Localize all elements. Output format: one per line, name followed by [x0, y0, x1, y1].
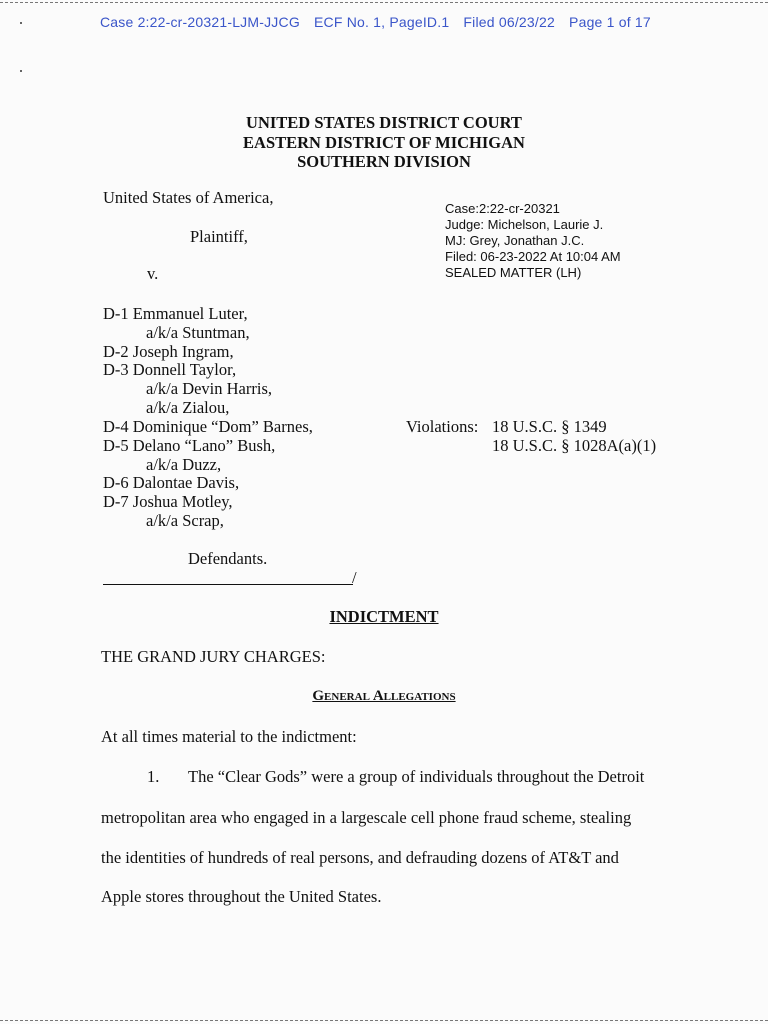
defendant-line: D-4 Dominique “Dom” Barnes, — [103, 417, 313, 436]
case-info-judge: Judge: Michelson, Laurie J. — [445, 217, 604, 232]
defendant-alias: a/k/a Stuntman, — [146, 323, 250, 342]
stamp-ecf-pageid: ECF No. 1, PageID.1 — [314, 14, 450, 30]
bottom-scan-border — [0, 1020, 768, 1021]
paragraph-line: The “Clear Gods” were a group of individuals throughout the Detroit — [188, 767, 645, 786]
defendant-line: D-2 Joseph Ingram, — [103, 342, 234, 361]
plaintiff-name: United States of America, — [103, 188, 274, 207]
defendants-role: Defendants. — [188, 549, 268, 568]
paragraph-line: Apple stores throughout the United States. — [101, 887, 382, 906]
case-info-magistrate: MJ: Grey, Jonathan J.C. — [445, 233, 585, 248]
defendant-line: D-7 Joshua Motley, — [103, 492, 233, 511]
paragraph-number: 1. — [147, 767, 160, 786]
defendant-line: D-1 Emmanuel Luter, — [103, 304, 248, 323]
violations-label: Violations: — [406, 417, 479, 436]
stamp-page-count: Page 1 of 17 — [569, 14, 651, 30]
case-info-number: Case:2:22-cr-20321 — [445, 201, 560, 216]
defendant-line: D-3 Donnell Taylor, — [103, 360, 237, 379]
paragraph-line: the identities of hundreds of real persons, and defrauding dozens of AT&T and — [101, 848, 619, 867]
case-info-sealed: SEALED MATTER (LH) — [445, 265, 582, 280]
plaintiff-role: Plaintiff, — [190, 227, 248, 246]
defendant-alias: a/k/a Devin Harris, — [146, 379, 272, 398]
defendant-line: D-5 Delano “Lano” Bush, — [103, 436, 276, 455]
caption-rule — [103, 584, 353, 585]
grand-jury-charges: THE GRAND JURY CHARGES: — [101, 647, 326, 666]
versus: v. — [147, 264, 159, 283]
stamp-filed-date: Filed 06/23/22 — [463, 14, 555, 30]
defendant-line: D-6 Dalontae Davis, — [103, 473, 240, 492]
defendant-alias: a/k/a Scrap, — [146, 511, 224, 530]
indictment-title: INDICTMENT — [329, 607, 439, 626]
court-name-line1: UNITED STATES DISTRICT COURT — [246, 113, 522, 132]
defendant-alias: a/k/a Duzz, — [146, 455, 222, 474]
violation-statute: 18 U.S.C. § 1349 — [492, 417, 607, 436]
ecf-header-stamp — [100, 14, 661, 30]
violation-statute: 18 U.S.C. § 1028A(a)(1) — [492, 436, 657, 455]
stamp-case-number: Case 2:22-cr-20321-LJM-JJCG — [100, 14, 300, 30]
top-scan-border — [0, 2, 768, 3]
defendant-alias: a/k/a Zialou, — [146, 398, 230, 417]
scan-speck — [20, 22, 22, 24]
court-name-line2: EASTERN DISTRICT OF MICHIGAN — [243, 133, 525, 152]
case-info-filed: Filed: 06-23-2022 At 10:04 AM — [445, 249, 621, 264]
court-name-line3: SOUTHERN DIVISION — [297, 152, 471, 171]
caption-slash: / — [352, 568, 357, 587]
section-heading: General Allegations — [312, 688, 456, 704]
paragraph-line: metropolitan area who engaged in a largescale cell phone fraud scheme, stealing — [101, 808, 632, 827]
intro-line: At all times material to the indictment: — [101, 727, 357, 746]
scan-speck — [20, 70, 22, 72]
